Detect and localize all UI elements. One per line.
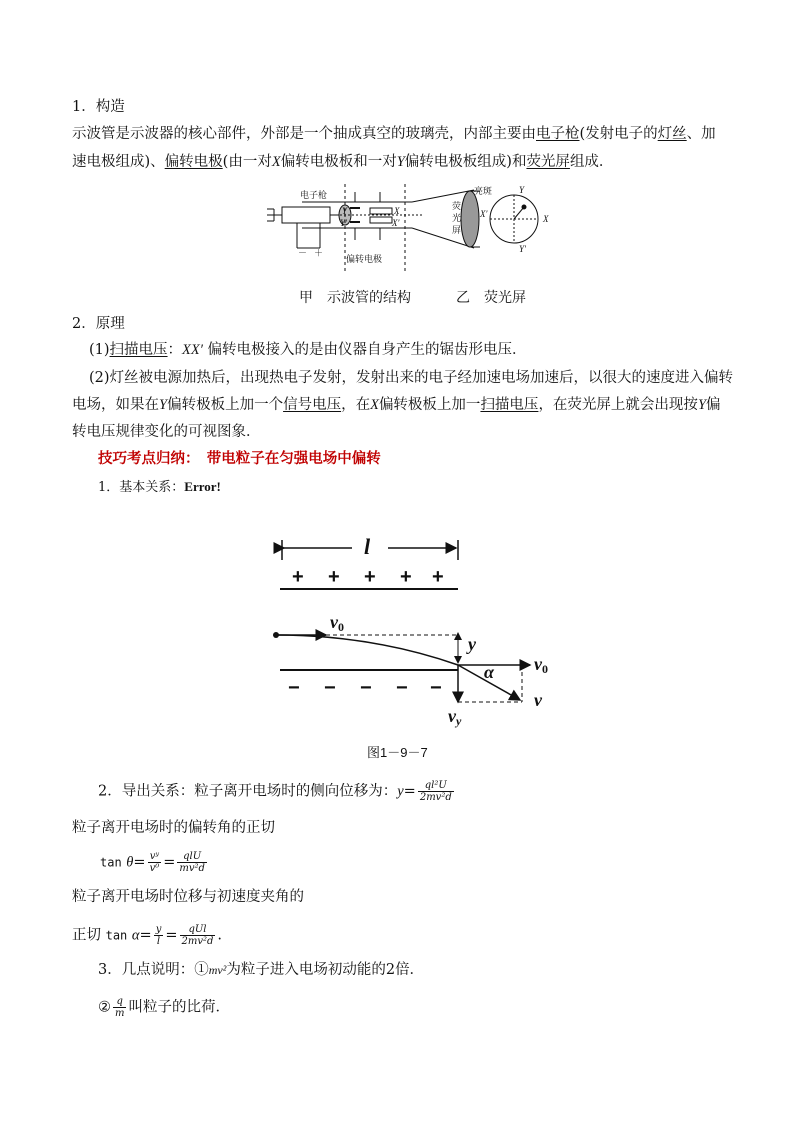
notes-kinetic-energy (98, 960, 424, 980)
minus-sign-1: − (288, 677, 300, 699)
fraction-vy-v0 (148, 851, 162, 874)
label-deflection-electrode: 偏转电极 (346, 254, 383, 264)
fraction-qlu (177, 851, 207, 874)
denominator: 2mv²d (419, 792, 452, 803)
text: ② (98, 999, 111, 1016)
section-heading-structure: 1．构造 (72, 99, 125, 115)
oscilloscope-tube-figure (262, 184, 562, 279)
term-deflection-electrode: 偏转电极 (164, 154, 223, 170)
paragraph-structure-line2 (72, 152, 613, 172)
label-Yp-screen: Y′ (519, 244, 526, 254)
text: 偏转极板上加一 (378, 397, 481, 413)
label-Yp-left: Y′ (340, 218, 347, 228)
plus-sign-4: + (400, 566, 412, 588)
text: 倍． (395, 962, 425, 978)
derived-tan-alpha (72, 924, 222, 947)
label-v: v (534, 690, 542, 710)
symbol-y: Y (396, 154, 405, 170)
symbol-alpha: α (131, 927, 140, 944)
label-X-screen: X (543, 214, 549, 224)
term-fluorescent-screen: 荧光屏 (526, 154, 570, 170)
numerator: y (155, 924, 162, 935)
derived-lateral-displacement (98, 780, 456, 803)
tan: tan (100, 855, 122, 870)
term-scan-voltage: 扫描电压 (480, 397, 539, 413)
minus-sign-3: − (360, 677, 372, 699)
plus-sign-1: + (292, 566, 304, 588)
text: 电场，如果在 (72, 397, 159, 413)
numerator: qUl (180, 924, 216, 936)
numerator: q (113, 996, 126, 1008)
denominator: mv²d (179, 863, 205, 874)
label-plus: ＋ (314, 248, 324, 258)
numerator: vʸ (148, 851, 162, 863)
tips-heading: 技巧考点归纳： 带电粒子在匀强电场中偏转 (98, 450, 381, 467)
number-two: 2 (385, 962, 396, 978)
plus-sign-2: + (328, 566, 340, 588)
plus-sign-3: + (364, 566, 376, 588)
section-heading-principle: 2．原理 (72, 316, 125, 332)
denominator: l (156, 936, 161, 947)
label-v0: v0 (330, 612, 344, 634)
equals: = (163, 854, 176, 871)
term-scan-voltage: 扫描电压 (109, 342, 168, 358)
text: (1) (89, 342, 110, 358)
paragraph-principle-2: (2)灯丝被电源加热后，出现热电子发射，发射出来的电子经加速电场加速后，以很大的速度进入偏转 (89, 370, 734, 386)
deflection-figure (262, 530, 572, 730)
text: ，在 (341, 397, 371, 413)
text: 2．导出关系：粒子离开电场时的侧向位移为： (98, 783, 398, 800)
paragraph-principle-4: 转电压规律变化的可视图象． (72, 424, 261, 440)
denominator: v⁰ (149, 863, 160, 874)
derived-angle-tangent-label: 粒子离开电场时的偏转角的正切 (72, 820, 275, 836)
label-y: y (468, 634, 476, 654)
equals: = (165, 927, 178, 944)
particle-dot (273, 632, 279, 638)
label-screen-2: 光 (452, 213, 462, 223)
paragraph-principle-3 (72, 395, 721, 415)
paragraph-principle-1 (89, 340, 527, 360)
label-screen-3: 屏 (452, 225, 462, 235)
text: 3．几点说明：① (98, 962, 209, 978)
gun-housing (282, 207, 330, 223)
symbol-x: X (370, 397, 379, 413)
symbol-y: Y (159, 397, 168, 413)
symbol-theta: θ (126, 854, 134, 871)
plus-sign-5: + (432, 566, 444, 588)
equals: = (403, 783, 416, 800)
label-Xp-left: X′ (392, 218, 400, 228)
text: ： (167, 342, 183, 358)
text: 偏转电极接入的是由仪器自身产生的锯齿形电压． (202, 342, 527, 358)
equals: = (133, 854, 146, 871)
term-signal-voltage: 信号电压 (283, 397, 342, 413)
fraction-qul (180, 924, 216, 947)
text: 偏转极板上加一个 (167, 397, 284, 413)
tan: tan (105, 928, 128, 943)
equals: = (139, 927, 152, 944)
text: 叫粒子的比荷． (128, 999, 230, 1016)
text: 1．基本关系： (98, 480, 185, 495)
label-bright-spot: 亮斑 (474, 186, 493, 196)
fraction-y-l (154, 924, 164, 947)
figure-caption-structure: 甲 示波管的结构 (299, 290, 411, 306)
paragraph-structure-line1 (72, 124, 716, 144)
text: 为粒子进入电场初动能的 (226, 962, 386, 978)
symbol-y: y (397, 783, 404, 800)
text: 正切 (72, 927, 101, 944)
derived-tan-theta (100, 851, 209, 874)
derived-displacement-angle-label: 粒子离开电场时位移与初速度夹角的 (72, 889, 304, 905)
minus-sign-4: − (396, 677, 408, 699)
text: 、加 (686, 126, 716, 142)
text: (发射电子的 (579, 126, 658, 142)
text: 示波管是示波器的核心部件，外部是一个抽成真空的玻璃壳，内部主要由 (72, 126, 536, 142)
label-Y-left: Y (342, 206, 348, 216)
fraction-y (418, 780, 454, 803)
label-alpha: α (484, 662, 494, 682)
term-filament: 灯丝 (657, 126, 687, 142)
label-Y-screen: Y (519, 185, 525, 195)
notes-specific-charge (98, 996, 230, 1019)
screen-side (461, 191, 479, 247)
term-electron-gun: 电子枪 (536, 126, 580, 142)
text: ，在荧光屏上就会出现按 (538, 397, 698, 413)
label-length-l: l (364, 534, 371, 559)
text: 偏 (706, 397, 721, 413)
basic-relation (98, 477, 221, 498)
figure-caption-1-9-7: 图1－9－7 (367, 745, 428, 760)
label-Xp-screen: X′ (480, 209, 488, 219)
label-electron-gun: 电子枪 (300, 190, 328, 200)
period: . (217, 927, 223, 944)
figure-caption-screen: 乙 荧光屏 (456, 290, 526, 306)
symbol-x: X (271, 154, 281, 170)
minus-sign-5: − (430, 677, 442, 699)
text: 速电极组成)、 (72, 154, 165, 170)
label-screen-1: 荧 (452, 201, 462, 211)
error-text: Error! (184, 479, 221, 494)
label-vy: vy (448, 706, 462, 728)
numerator: ql²U (418, 780, 454, 792)
label-v0-exit: v0 (534, 654, 548, 676)
trajectory-curve (276, 635, 458, 665)
denominator: m (115, 1008, 125, 1019)
minus-sign-2: − (324, 677, 336, 699)
symbol-xx: XX′ (182, 342, 203, 358)
denominator: 2mv²d (181, 936, 214, 947)
text: 偏转电极板和一对 (280, 154, 397, 170)
symbol-mv2: mv² (208, 963, 227, 977)
text: 组成． (569, 154, 614, 170)
label-X-left: X (394, 206, 400, 216)
text: 偏转电极板组成)和 (404, 154, 527, 170)
symbol-y: Y (697, 397, 707, 413)
text: (由一对 (222, 154, 272, 170)
fraction-q-m (113, 996, 126, 1019)
numerator: qlU (177, 851, 207, 863)
label-minus: － (298, 248, 308, 258)
